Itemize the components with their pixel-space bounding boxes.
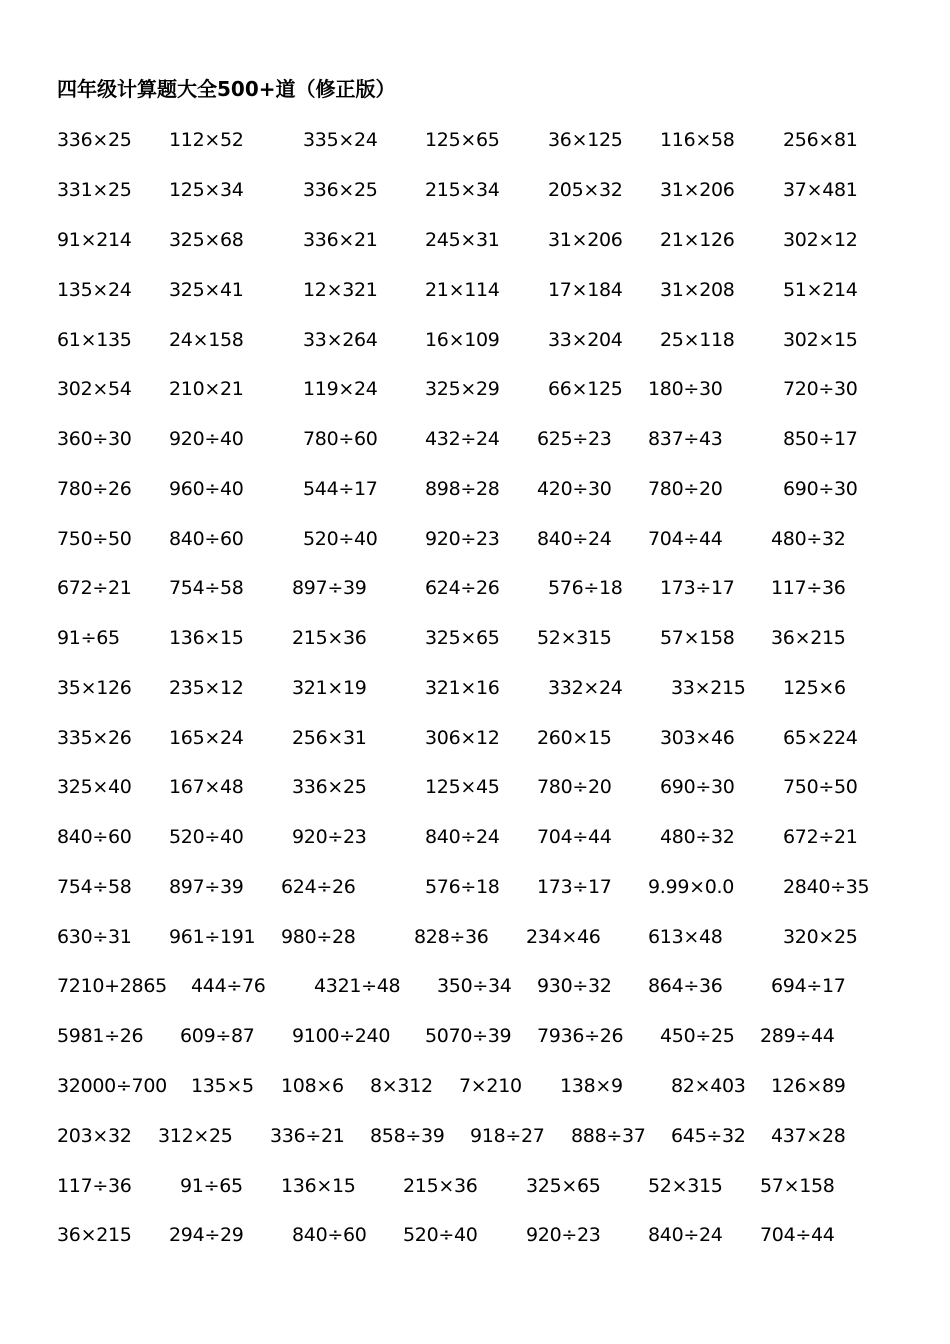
problem-row	[0, 774, 950, 800]
problem-item: 180÷30	[648, 378, 723, 400]
problem-row	[0, 376, 950, 402]
problem-item: 112×52	[169, 129, 244, 151]
problem-item: 754÷58	[57, 876, 132, 898]
problem-item: 256×31	[292, 727, 367, 749]
problem-item: 302×54	[57, 378, 132, 400]
problem-row	[0, 277, 950, 303]
problem-item: 25×118	[660, 329, 735, 351]
problem-row	[0, 526, 950, 552]
problem-item: 36×215	[57, 1224, 132, 1246]
problem-item: 82×403	[671, 1075, 746, 1097]
problem-item: 480÷32	[660, 826, 735, 848]
problem-row	[0, 675, 950, 701]
problem-item: 61×135	[57, 329, 132, 351]
problem-row	[0, 1073, 950, 1099]
problem-item: 260×15	[537, 727, 612, 749]
problem-row	[0, 625, 950, 651]
problem-item: 52×315	[537, 627, 612, 649]
problem-item: 9.99×0.0	[648, 876, 735, 898]
problem-row	[0, 1173, 950, 1199]
problem-item: 325×68	[169, 229, 244, 251]
problem-item: 303×46	[660, 727, 735, 749]
problem-item: 245×31	[425, 229, 500, 251]
problem-row	[0, 1222, 950, 1248]
problem-item: 961÷191	[169, 926, 256, 948]
problem-item: 306×12	[425, 727, 500, 749]
problem-item: 828÷36	[414, 926, 489, 948]
problem-item: 840÷60	[169, 528, 244, 550]
problem-item: 332×24	[548, 677, 623, 699]
problem-item: 33×215	[671, 677, 746, 699]
problem-item: 35×126	[57, 677, 132, 699]
problem-item: 335×24	[303, 129, 378, 151]
problem-item: 624÷26	[425, 577, 500, 599]
problem-item: 840÷60	[292, 1224, 367, 1246]
problem-item: 325×41	[169, 279, 244, 301]
problem-item: 32000÷700	[57, 1075, 167, 1097]
problem-row	[0, 127, 950, 153]
problem-item: 624÷26	[281, 876, 356, 898]
problem-item: 135×24	[57, 279, 132, 301]
problem-item: 210×21	[169, 378, 244, 400]
problem-item: 336×25	[303, 179, 378, 201]
problem-item: 336×21	[303, 229, 378, 251]
problem-row	[0, 177, 950, 203]
problem-item: 125×65	[425, 129, 500, 151]
problem-item: 576÷18	[548, 577, 623, 599]
problem-item: 57×158	[660, 627, 735, 649]
problem-item: 864÷36	[648, 975, 723, 997]
problem-item: 312×25	[158, 1125, 233, 1147]
problem-row	[0, 476, 950, 502]
problem-item: 24×158	[169, 329, 244, 351]
problem-item: 66×125	[548, 378, 623, 400]
problem-item: 108×6	[281, 1075, 344, 1097]
problem-item: 33×264	[303, 329, 378, 351]
problem-item: 450÷25	[660, 1025, 735, 1047]
problem-item: 520÷40	[403, 1224, 478, 1246]
problem-item: 33×204	[548, 329, 623, 351]
problem-item: 780÷20	[648, 478, 723, 500]
problem-item: 215×36	[292, 627, 367, 649]
problem-item: 850÷17	[783, 428, 858, 450]
problem-row	[0, 227, 950, 253]
problem-item: 7210+2865	[57, 975, 167, 997]
problem-item: 321×16	[425, 677, 500, 699]
problem-item: 4321÷48	[314, 975, 401, 997]
problem-item: 750÷50	[783, 776, 858, 798]
problem-item: 165×24	[169, 727, 244, 749]
problem-item: 302×12	[783, 229, 858, 251]
problem-item: 12×321	[303, 279, 378, 301]
problem-item: 520÷40	[169, 826, 244, 848]
problem-item: 613×48	[648, 926, 723, 948]
problem-item: 840÷24	[537, 528, 612, 550]
problem-item: 16×109	[425, 329, 500, 351]
problem-item: 432÷24	[425, 428, 500, 450]
problem-item: 52×315	[648, 1175, 723, 1197]
problem-row	[0, 327, 950, 353]
problem-item: 920÷23	[526, 1224, 601, 1246]
page-title: 四年级计算题大全500+道（修正版）	[57, 77, 396, 101]
problem-row	[0, 874, 950, 900]
problem-item: 17×184	[548, 279, 623, 301]
problem-item: 630÷31	[57, 926, 132, 948]
problem-item: 331×25	[57, 179, 132, 201]
problem-item: 167×48	[169, 776, 244, 798]
problem-item: 750÷50	[57, 528, 132, 550]
problem-item: 918÷27	[470, 1125, 545, 1147]
problem-item: 544÷17	[303, 478, 378, 500]
problem-item: 256×81	[783, 129, 858, 151]
problem-item: 2840÷35	[783, 876, 870, 898]
problem-item: 125×34	[169, 179, 244, 201]
problem-item: 36×215	[771, 627, 846, 649]
problem-item: 205×32	[548, 179, 623, 201]
problem-item: 920÷23	[292, 826, 367, 848]
problem-item: 420÷30	[537, 478, 612, 500]
problem-item: 57×158	[760, 1175, 835, 1197]
problem-item: 840÷24	[648, 1224, 723, 1246]
problem-row	[0, 824, 950, 850]
problem-item: 21×126	[660, 229, 735, 251]
problem-item: 930÷32	[537, 975, 612, 997]
problem-row	[0, 426, 950, 452]
problem-item: 65×224	[783, 727, 858, 749]
problem-row	[0, 725, 950, 751]
problem-item: 520÷40	[303, 528, 378, 550]
problem-item: 754÷58	[169, 577, 244, 599]
problem-item: 704÷44	[648, 528, 723, 550]
problem-item: 350÷34	[437, 975, 512, 997]
problem-item: 215×36	[403, 1175, 478, 1197]
problem-item: 960÷40	[169, 478, 244, 500]
problem-item: 898÷28	[425, 478, 500, 500]
problem-item: 704÷44	[760, 1224, 835, 1246]
problem-item: 215×34	[425, 179, 500, 201]
problem-item: 5070÷39	[425, 1025, 512, 1047]
problem-item: 235×12	[169, 677, 244, 699]
problem-item: 897÷39	[169, 876, 244, 898]
problem-item: 36×125	[548, 129, 623, 151]
problem-item: 125×6	[783, 677, 846, 699]
problem-item: 437×28	[771, 1125, 846, 1147]
problem-item: 780÷60	[303, 428, 378, 450]
problem-item: 336×25	[57, 129, 132, 151]
problem-item: 980÷28	[281, 926, 356, 948]
problem-item: 173÷17	[537, 876, 612, 898]
problem-item: 135×5	[191, 1075, 254, 1097]
problem-item: 888÷37	[571, 1125, 646, 1147]
problem-item: 694÷17	[771, 975, 846, 997]
problem-item: 125×45	[425, 776, 500, 798]
problem-item: 116×58	[660, 129, 735, 151]
problem-item: 321×19	[292, 677, 367, 699]
problem-item: 704÷44	[537, 826, 612, 848]
problem-item: 920÷40	[169, 428, 244, 450]
problem-item: 672÷21	[57, 577, 132, 599]
problem-item: 294÷29	[169, 1224, 244, 1246]
problem-item: 320×25	[783, 926, 858, 948]
problem-item: 51×214	[783, 279, 858, 301]
problem-item: 7936÷26	[537, 1025, 624, 1047]
problem-row	[0, 1023, 950, 1049]
problem-item: 31×206	[660, 179, 735, 201]
problem-item: 858÷39	[370, 1125, 445, 1147]
problem-item: 325×40	[57, 776, 132, 798]
problem-item: 672÷21	[783, 826, 858, 848]
problem-item: 325×65	[526, 1175, 601, 1197]
problem-item: 576÷18	[425, 876, 500, 898]
problem-item: 136×15	[281, 1175, 356, 1197]
problem-item: 117÷36	[771, 577, 846, 599]
problem-item: 625÷23	[537, 428, 612, 450]
problem-item: 9100÷240	[292, 1025, 391, 1047]
problem-item: 5981÷26	[57, 1025, 144, 1047]
problem-item: 203×32	[57, 1125, 132, 1147]
problem-item: 690÷30	[660, 776, 735, 798]
problem-item: 336×25	[292, 776, 367, 798]
problem-item: 690÷30	[783, 478, 858, 500]
problem-item: 325×29	[425, 378, 500, 400]
problem-item: 136×15	[169, 627, 244, 649]
problem-item: 720÷30	[783, 378, 858, 400]
problem-item: 91÷65	[57, 627, 120, 649]
problem-item: 840÷24	[425, 826, 500, 848]
problem-item: 234×46	[526, 926, 601, 948]
problem-item: 91×214	[57, 229, 132, 251]
problem-item: 126×89	[771, 1075, 846, 1097]
problem-item: 119×24	[303, 378, 378, 400]
problem-item: 840÷60	[57, 826, 132, 848]
problem-item: 780÷26	[57, 478, 132, 500]
problem-item: 31×208	[660, 279, 735, 301]
problem-item: 480÷32	[771, 528, 846, 550]
problem-item: 302×15	[783, 329, 858, 351]
problem-item: 444÷76	[191, 975, 266, 997]
problem-row	[0, 973, 950, 999]
problem-item: 31×206	[548, 229, 623, 251]
problem-item: 837÷43	[648, 428, 723, 450]
problem-item: 325×65	[425, 627, 500, 649]
problem-item: 335×26	[57, 727, 132, 749]
problem-item: 920÷23	[425, 528, 500, 550]
problem-item: 21×114	[425, 279, 500, 301]
problem-item: 609÷87	[180, 1025, 255, 1047]
problem-item: 8×312	[370, 1075, 433, 1097]
problem-item: 37×481	[783, 179, 858, 201]
problem-row	[0, 575, 950, 601]
problem-item: 7×210	[459, 1075, 522, 1097]
problem-item: 173÷17	[660, 577, 735, 599]
problem-row	[0, 1123, 950, 1149]
problem-item: 91÷65	[180, 1175, 243, 1197]
problem-item: 289÷44	[760, 1025, 835, 1047]
problem-item: 117÷36	[57, 1175, 132, 1197]
problem-item: 897÷39	[292, 577, 367, 599]
problem-item: 360÷30	[57, 428, 132, 450]
problem-item: 138×9	[560, 1075, 623, 1097]
problem-row	[0, 924, 950, 950]
problem-item: 780÷20	[537, 776, 612, 798]
problem-item: 336÷21	[270, 1125, 345, 1147]
problem-item: 645÷32	[671, 1125, 746, 1147]
